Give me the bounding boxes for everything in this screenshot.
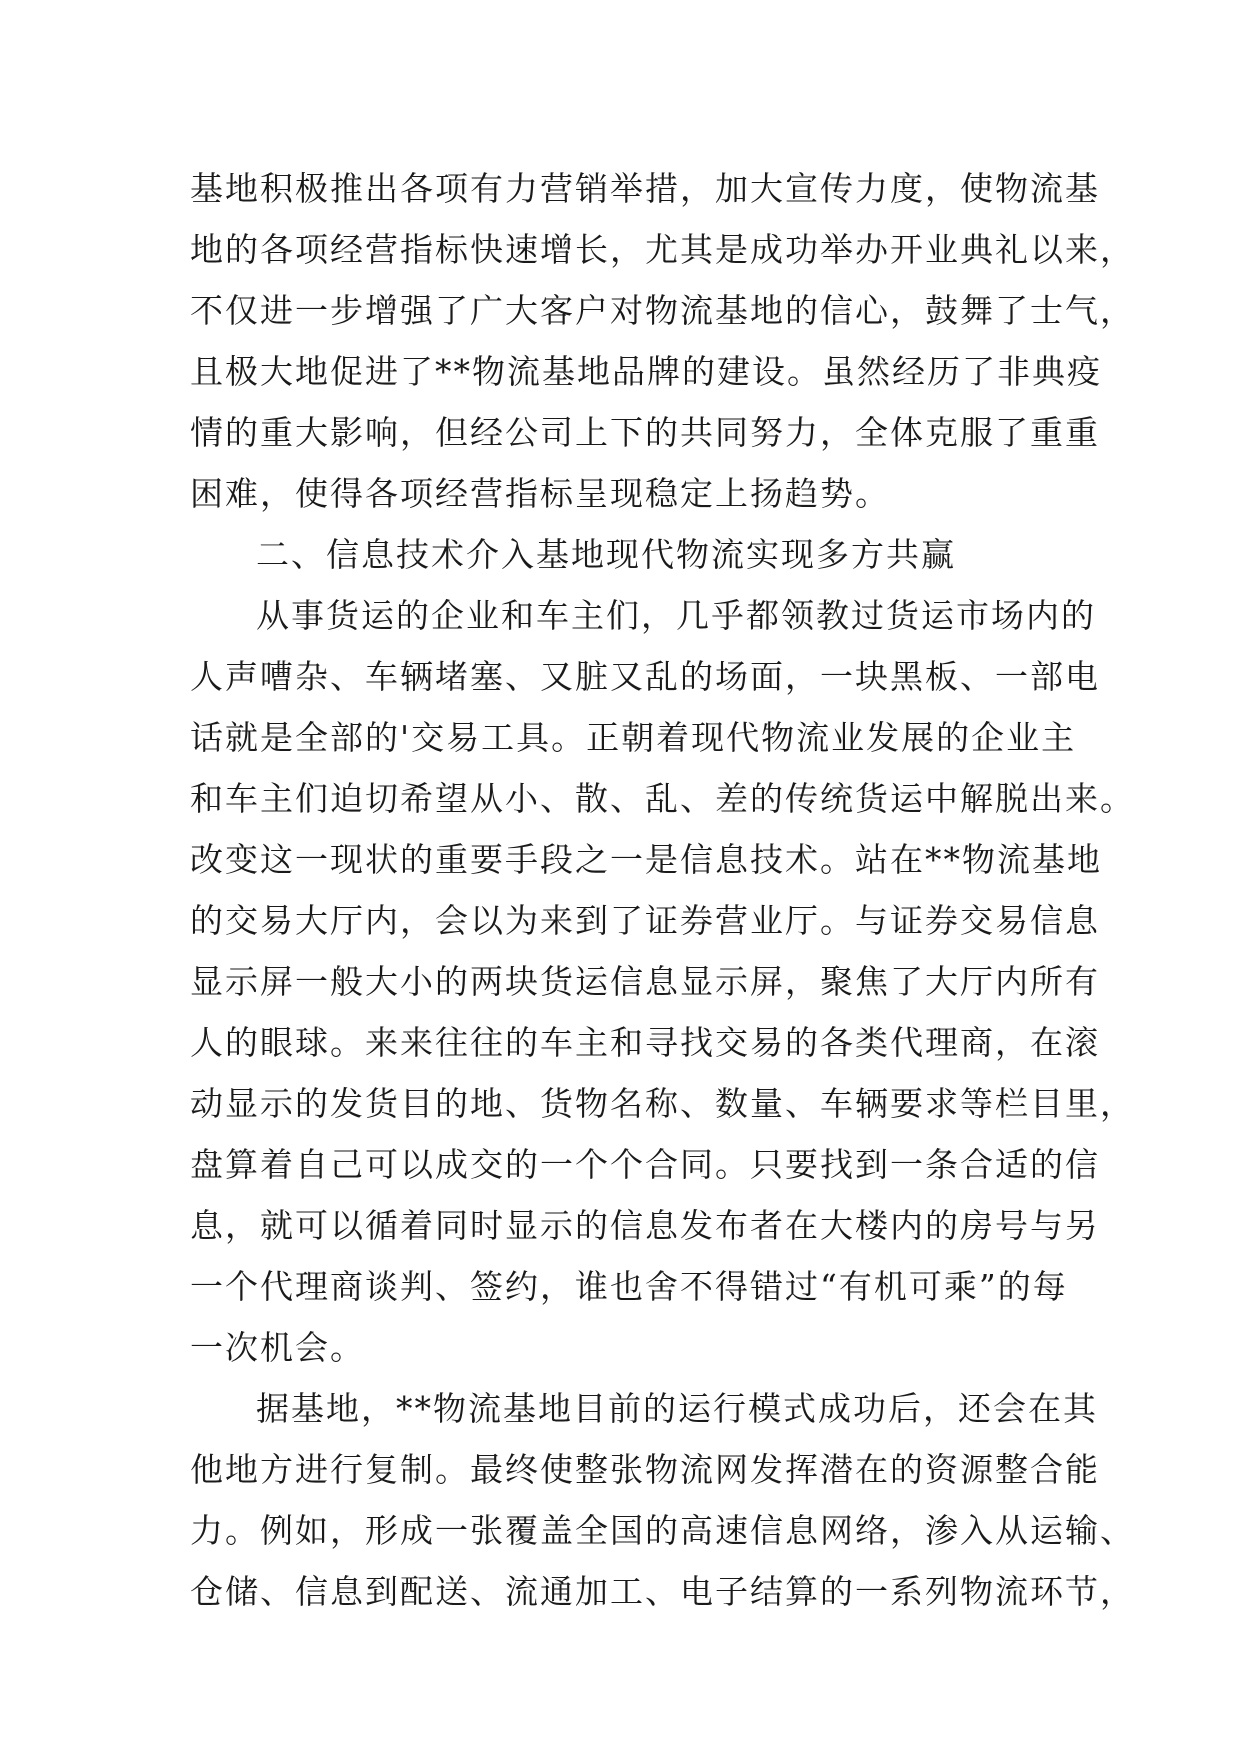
text-line: 情的重大影响，但经公司上下的共同努力，全体克服了重重 [190,413,1100,452]
text-line: 人声嘈杂、车辆堵塞、又脏又乱的场面，一块黑板、一部电 [190,657,1100,696]
text-line: 息，就可以循着同时显示的信息发布者在大楼内的房号与另 [190,1206,1100,1245]
text-line: 基地积极推出各项有力营销举措，加大宣传力度，使物流基 [190,169,1100,208]
text-line: 困难，使得各项经营指标呈现稳定上扬趋势。 [190,474,890,513]
text-line: 话就是全部的'交易工具。正朝着现代物流业发展的企业主 [190,718,1077,757]
text-line: 显示屏一般大小的两块货运信息显示屏，聚焦了大厅内所有 [190,962,1100,1001]
text-line: 他地方进行复制。最终使整张物流网发挥潜在的资源整合能 [190,1450,1100,1489]
text-line: 地的各项经营指标快速增长，尤其是成功举办开业典礼以来， [190,230,1135,269]
text-line: 盘算着自己可以成交的一个个合同。只要找到一条合适的信 [190,1145,1100,1184]
document-body [190,158,1135,1622]
text-line: 据基地，**物流基地目前的运行模式成功后，还会在其 [256,1389,1098,1428]
text-line: 的交易大厅内，会以为来到了证券营业厅。与证券交易信息 [190,901,1100,940]
text-line: 动显示的发货目的地、货物名称、数量、车辆要求等栏目里， [190,1084,1135,1123]
text-line: 从事货运的企业和车主们，几乎都领教过货运市场内的 [256,596,1096,635]
text-line: 且极大地促进了**物流基地品牌的建设。虽然经历了非典疫 [190,352,1102,391]
text-line: 一次机会。 [190,1328,365,1367]
text-line: 改变这一现状的重要手段之一是信息技术。站在**物流基地 [190,840,1102,879]
text-line: 人的眼球。来来往往的车主和寻找交易的各类代理商，在滚 [190,1023,1100,1062]
text-line: 力。例如，形成一张覆盖全国的高速信息网络，渗入从运输、 [190,1511,1135,1550]
text-line: 一个代理商谈判、签约，谁也舍不得错过“有机可乘”的每 [190,1267,1068,1306]
text-line: 不仅进一步增强了广大客户对物流基地的信心，鼓舞了士气， [190,291,1135,330]
text-line: 二、信息技术介入基地现代物流实现多方共赢 [256,535,956,574]
text-line: 仓储、信息到配送、流通加工、电子结算的一系列物流环节， [190,1572,1135,1611]
text-line: 和车主们迫切希望从小、散、乱、差的传统货运中解脱出来。 [190,779,1135,818]
